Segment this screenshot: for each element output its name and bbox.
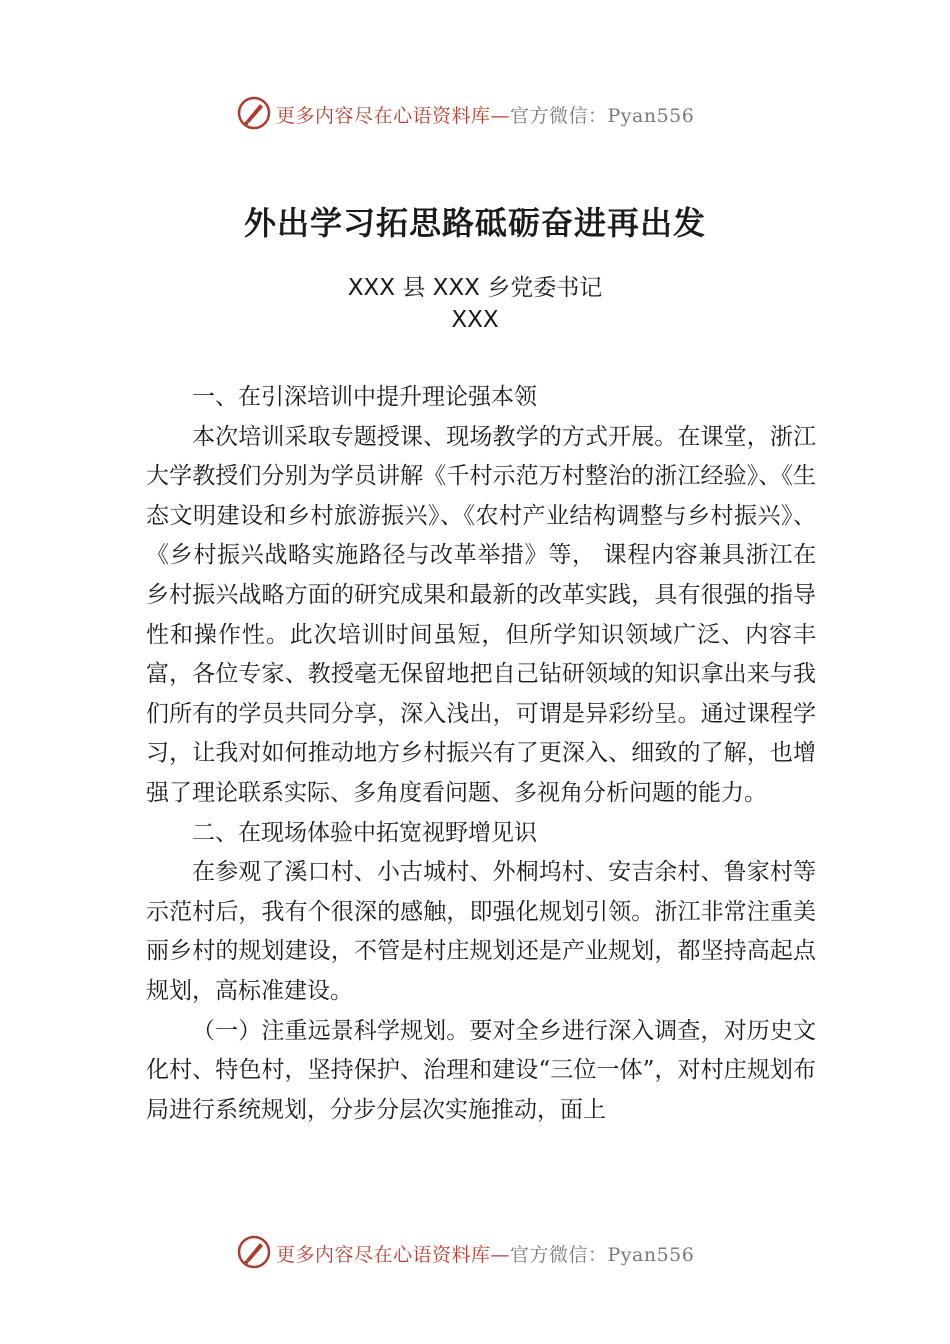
paragraph: 本次培训采取专题授课、现场教学的方式开展。在课堂，浙江大学教授们分别为学员讲解《千村示范万村整治的浙江经验》、《生态文明建设和乡村旅游振兴》、《农村产业结构调整与乡村振兴》、《乡村振兴战略实施路径与改革举措》等， 课程内容兼具浙江在乡村振兴战略方面的研究成果和最新的改革实践，具有很强的指导性和操作性。此次培训时间虽短，但所学知识领域广泛、内容丰富，各位专家、教授毫无保留地把自己钻研领域的知识拿出来与我们所有的学员共同分享，深入浅出，可谓是异彩纷呈。通过课程学习，让我对如何推动地方乡村振兴有了更深入、细致的了解，也增强了理论联系实际、多角度看问题、多视角分析问题的能力。: [146, 423, 816, 806]
section-heading-2: 二、在现场体验中拓宽视野增见识: [192, 819, 537, 846]
logo-icon: [236, 95, 272, 131]
author-line-2: XXX: [451, 307, 499, 333]
section-heading-1: 一、在引深培训中提升理论强本领: [192, 384, 537, 410]
banner-text: 更多内容尽在心语资料库—官方微信：Pyan556: [276, 1244, 695, 1266]
author-line-1: XXX 县 XXX 乡党委书记: [347, 275, 603, 301]
document-body: [146, 378, 816, 1130]
banner-text: 更多内容尽在心语资料库—官方微信：Pyan556: [276, 105, 695, 127]
document-title: 外出学习拓思路砥砺奋进再出发: [243, 204, 706, 242]
watermark-banner-top: [0, 95, 950, 135]
paragraph: （一）注重远景科学规划。要对全乡进行深入调查，对历史文化村、特色村，坚持保护、治理和建设“三位一体”，对村庄规划布局进行系统规划，分步分层次实施推动，面上: [146, 1017, 816, 1123]
paragraph: 在参观了溪口村、小古城村、外桐坞村、安吉余村、鲁家村等示范村后，我有个很深的感触，即强化规划引领。浙江非常注重美丽乡村的规划建设，不管是村庄规划还是产业规划，都坚持高起点规划，高标准建设。: [146, 859, 816, 1004]
banner-wechat: 官方微信：Pyan556: [510, 105, 695, 127]
watermark-banner-bottom: [0, 1234, 950, 1274]
author-block: [0, 272, 950, 336]
logo-icon: [236, 1234, 272, 1270]
banner-wechat: 官方微信：Pyan556: [510, 1244, 695, 1266]
